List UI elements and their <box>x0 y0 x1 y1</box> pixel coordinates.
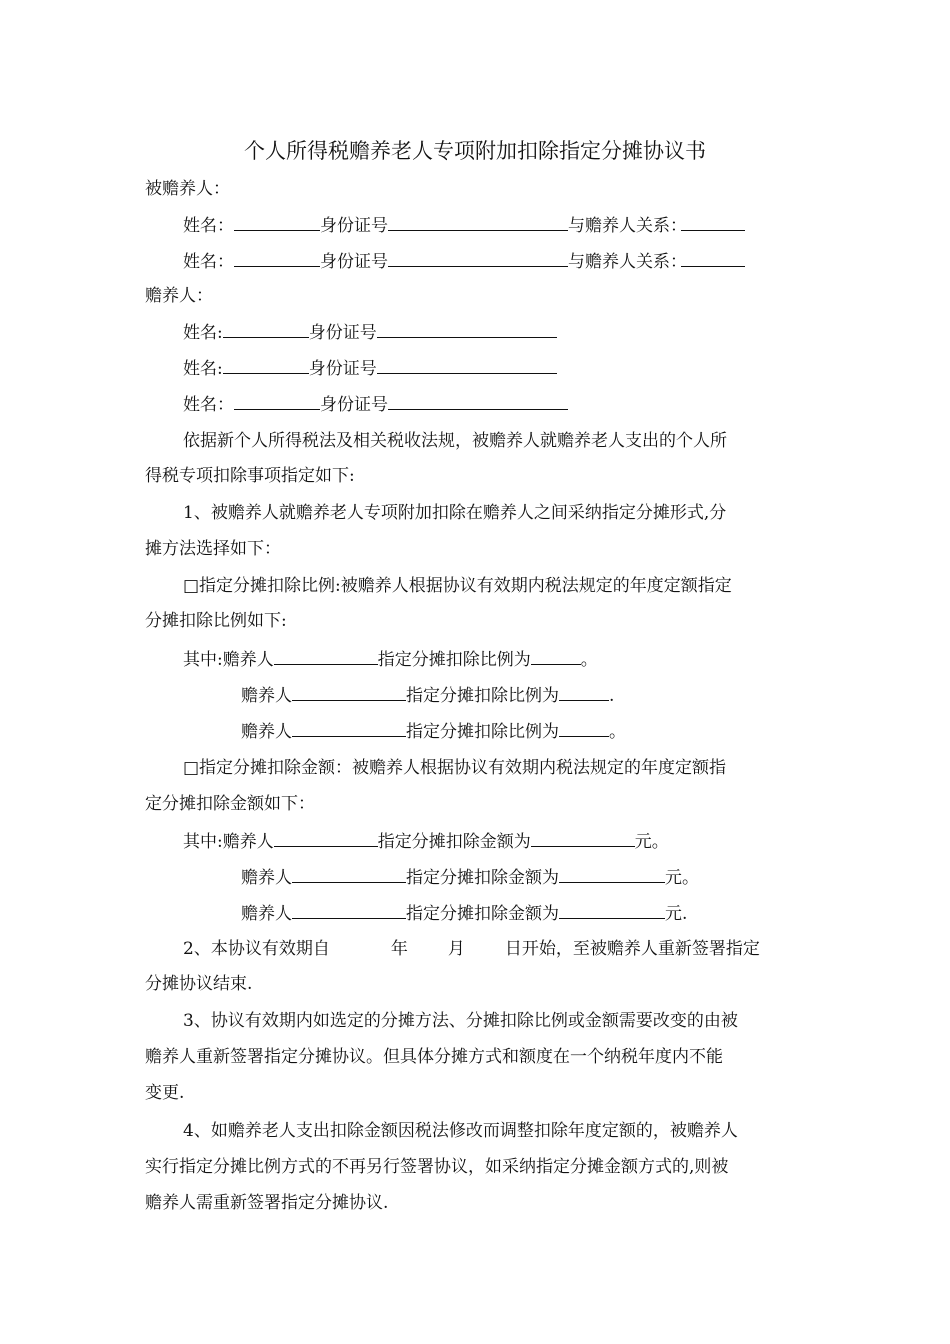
supported-person-row <box>183 249 745 273</box>
month-label: 月 <box>447 939 465 959</box>
clause-2 <box>183 938 760 960</box>
id-label: 身份证号 <box>320 395 388 415</box>
name-blank[interactable] <box>223 356 309 374</box>
amount-blank[interactable] <box>559 865 665 883</box>
ratio-option-text: 分摊扣除比例如下: <box>145 611 287 631</box>
ratio-row <box>241 683 614 707</box>
document-title: 个人所得税赡养老人专项附加扣除指定分摊协议书 <box>244 139 706 163</box>
amount-row <box>241 865 699 889</box>
amount-option-text: 定分摊扣除金额如下： <box>145 794 315 814</box>
name-label: 姓名: <box>183 359 223 379</box>
supporter-row <box>183 392 568 416</box>
id-blank[interactable] <box>388 249 568 267</box>
amount-blank[interactable] <box>559 901 665 919</box>
supporter-row <box>183 356 557 380</box>
amount-row-end: 元。 <box>634 832 669 852</box>
clause-4: 赡养人需重新签署指定分摊协议. <box>145 1193 389 1213</box>
id-blank[interactable] <box>388 213 568 231</box>
supporter-blank[interactable] <box>292 719 406 737</box>
amount-row <box>241 901 687 925</box>
ratio-row-end: 。 <box>580 650 598 670</box>
supporter-heading: 赡养人： <box>145 286 213 306</box>
supporter-row <box>183 320 557 344</box>
id-label: 身份证号 <box>320 252 388 272</box>
name-blank[interactable] <box>234 213 320 231</box>
amount-row-prefix: 赡养人 <box>241 868 292 888</box>
year-label: 年 <box>390 939 408 959</box>
ratio-row-prefix: 赡养人 <box>241 686 292 706</box>
relation-label: 与赡养人关系： <box>568 216 687 236</box>
amount-row-text: 指定分摊扣除金额为 <box>377 832 531 852</box>
amount-row <box>183 829 669 853</box>
name-label: 姓名： <box>183 395 234 415</box>
relation-label: 与赡养人关系： <box>568 252 687 272</box>
supported-person-heading: 被赡养人： <box>145 179 230 199</box>
ratio-blank[interactable] <box>559 683 609 701</box>
ratio-row-end: . <box>609 686 615 706</box>
id-label: 身份证号 <box>320 216 388 236</box>
clause-2-start: 2、本协议有效期自 <box>183 939 330 959</box>
intro-paragraph: 依据新个人所得税法及相关税收法规，被赡养人就赡养老人支出的个人所 <box>183 431 727 451</box>
supporter-blank[interactable] <box>292 901 406 919</box>
ratio-row <box>241 719 626 743</box>
ratio-row <box>183 647 598 671</box>
supporter-blank[interactable] <box>274 829 378 847</box>
name-blank[interactable] <box>234 249 320 267</box>
amount-row-end: 元. <box>665 904 688 924</box>
ratio-option-checkbox[interactable]: □指定分摊扣除比例:被赡养人根据协议有效期内税法规定的年度定额指定 <box>183 576 732 596</box>
clause-3: 赡养人重新签署指定分摊协议。但具体分摊方式和额度在一个纳税年度内不能 <box>145 1047 723 1067</box>
ratio-row-prefix: 其中:赡养人 <box>183 650 274 670</box>
amount-row-prefix: 赡养人 <box>241 904 292 924</box>
relation-blank[interactable] <box>681 213 745 231</box>
clause-1: 1、被赡养人就赡养老人专项附加扣除在赡养人之间采纳指定分摊形式,分 <box>183 503 727 523</box>
id-blank[interactable] <box>388 392 568 410</box>
id-blank[interactable] <box>377 320 557 338</box>
id-label: 身份证号 <box>308 323 377 343</box>
name-label: 姓名： <box>183 252 234 272</box>
supporter-blank[interactable] <box>274 647 378 665</box>
relation-blank[interactable] <box>681 249 745 267</box>
supporter-blank[interactable] <box>292 865 406 883</box>
ratio-blank[interactable] <box>559 719 609 737</box>
clause-3: 变更. <box>145 1083 185 1103</box>
amount-option-checkbox[interactable]: □指定分摊扣除金额：被赡养人根据协议有效期内税法规定的年度定额指 <box>183 758 727 778</box>
name-label: 姓名： <box>183 216 234 236</box>
ratio-row-text: 指定分摊扣除比例为 <box>377 650 531 670</box>
clause-3: 3、协议有效期内如选定的分摊方法、分摊扣除比例或金额需要改变的由被 <box>183 1011 738 1031</box>
id-blank[interactable] <box>377 356 557 374</box>
ratio-row-text: 指定分摊扣除比例为 <box>406 686 559 706</box>
name-label: 姓名: <box>183 323 223 343</box>
supporter-blank[interactable] <box>292 683 406 701</box>
name-blank[interactable] <box>223 320 309 338</box>
ratio-row-text: 指定分摊扣除比例为 <box>406 722 559 742</box>
ratio-blank[interactable] <box>531 647 581 665</box>
id-label: 身份证号 <box>308 359 377 379</box>
supported-person-row <box>183 213 745 237</box>
ratio-row-end: 。 <box>609 722 626 742</box>
clause-1: 摊方法选择如下： <box>145 539 281 559</box>
clause-2: 分摊协议结束. <box>145 974 253 994</box>
clause-4: 4、如赡养老人支出扣除金额因税法修改而调整扣除年度定额的，被赡养人 <box>183 1121 738 1141</box>
ratio-row-prefix: 赡养人 <box>241 722 292 742</box>
amount-row-text: 指定分摊扣除金额为 <box>406 904 559 924</box>
amount-blank[interactable] <box>531 829 635 847</box>
amount-row-text: 指定分摊扣除金额为 <box>406 868 559 888</box>
clause-2-rest: 日开始，至被赡养人重新签署指定 <box>504 939 760 959</box>
intro-paragraph: 得税专项扣除事项指定如下: <box>145 466 355 486</box>
amount-row-prefix: 其中:赡养人 <box>183 832 274 852</box>
amount-row-end: 元。 <box>665 868 699 888</box>
clause-4: 实行指定分摊比例方式的不再另行签署协议，如采纳指定分摊金额方式的,则被 <box>145 1157 729 1177</box>
name-blank[interactable] <box>234 392 320 410</box>
